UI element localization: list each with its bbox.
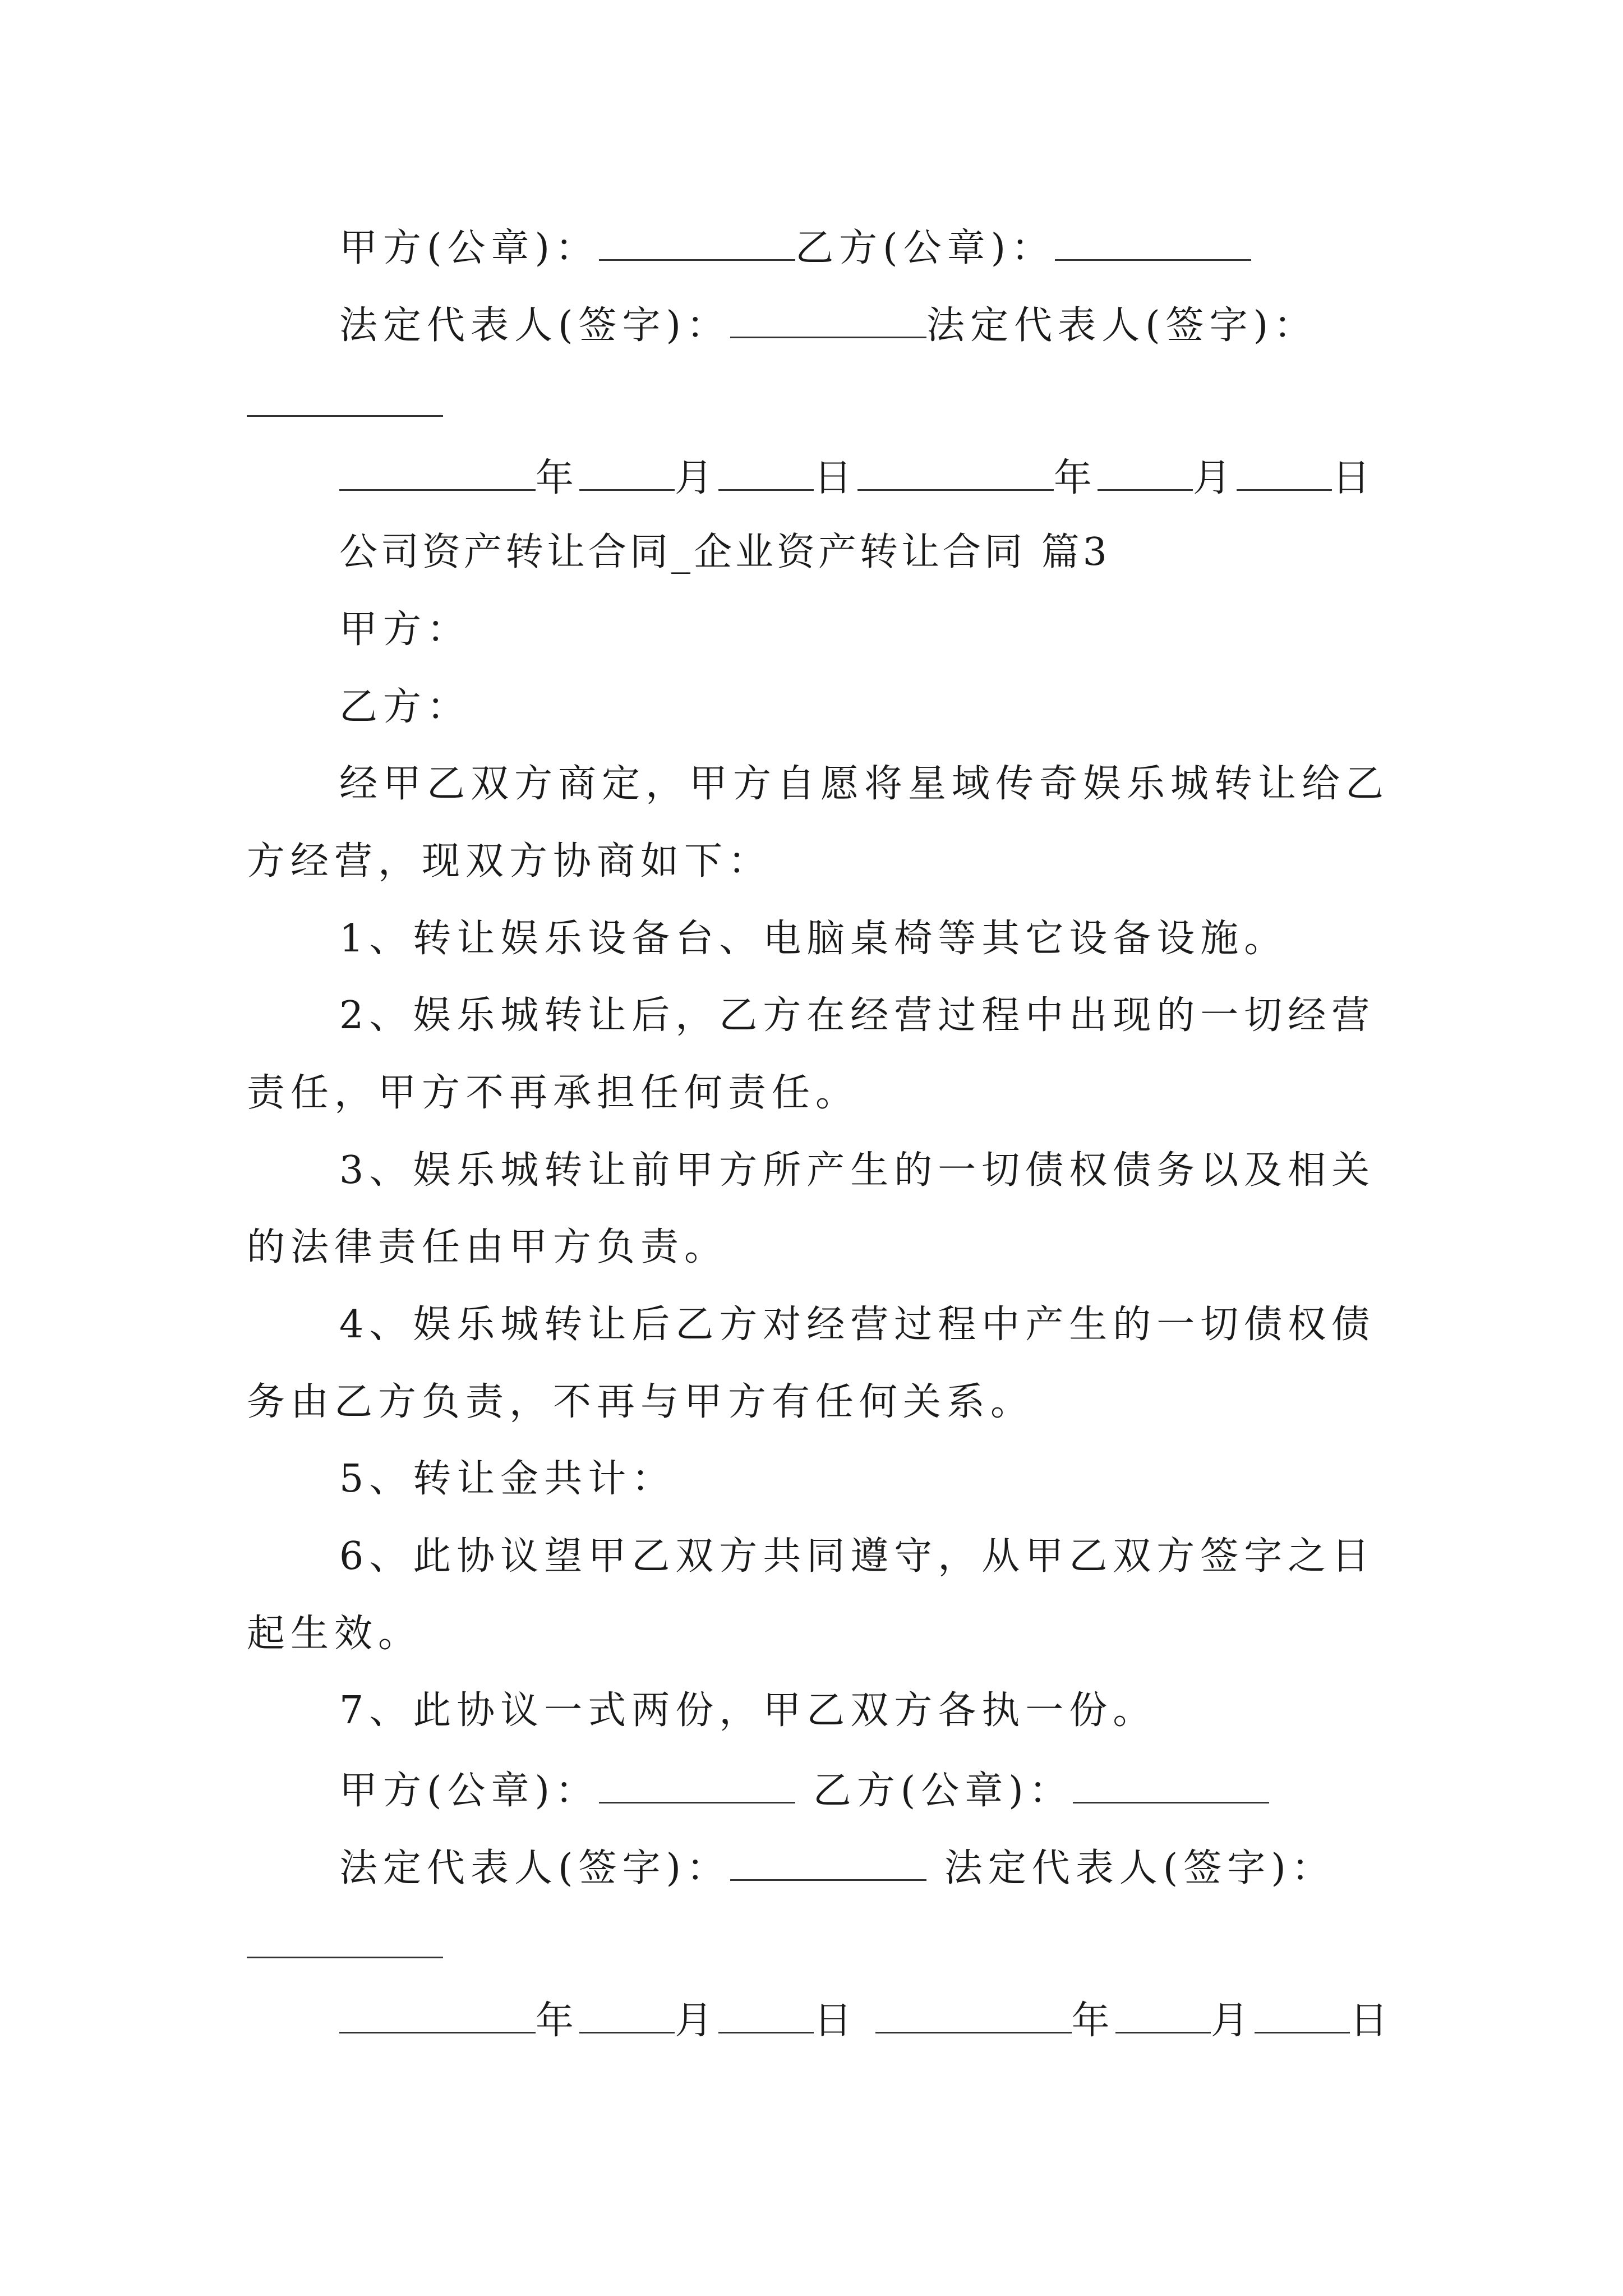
clause-2-line-2: 责任，甲方不再承担任何责任。 — [247, 1071, 860, 1115]
party-b-line: 乙方： — [339, 685, 471, 729]
blank-underline — [599, 219, 795, 261]
year-label: 年 — [1054, 456, 1098, 500]
blank-underline — [730, 296, 926, 338]
clause-6-line-1: 6、此协议望甲乙双方共同遵守，从甲乙双方签字之日 — [339, 1534, 1376, 1579]
blank-underline — [1237, 449, 1332, 491]
blank-underline — [579, 1991, 675, 2033]
month-label: 月 — [1210, 1999, 1255, 2043]
clause-2-line-1: 2、娱乐城转让后，乙方在经营过程中出现的一切经营 — [339, 993, 1376, 1038]
party-a-line: 甲方： — [339, 608, 471, 652]
intro-line-2: 方经营，现双方协商如下： — [247, 839, 772, 884]
clause-7: 7、此协议一式两份，甲乙双方各执一份。 — [339, 1688, 1157, 1733]
clause-3-line-1: 3、娱乐城转让前甲方所产生的一切债权债务以及相关 — [339, 1148, 1376, 1193]
rep-sign-b-label: 法定代表人(签字)： — [944, 1846, 1335, 1890]
clause-1: 1、转让娱乐设备台、电脑桌椅等其它设备设施。 — [339, 917, 1288, 961]
party-b-seal-label: 乙方(公章)： — [813, 1769, 1073, 1813]
section-title: 公司资产转让合同_企业资产转让合同 篇3 — [339, 530, 1110, 574]
clause-4-line-2: 务由乙方负责，不再与甲方有任何关系。 — [247, 1380, 1035, 1424]
party-a-seal-label: 甲方(公章)： — [339, 226, 600, 270]
blank-underline — [857, 449, 1054, 491]
blank-underline — [718, 449, 814, 491]
day-label: 日 — [1349, 1999, 1394, 2043]
blank-underline — [339, 1991, 536, 2033]
blank-underline — [1098, 449, 1193, 491]
rep-sign-b-label: 法定代表人(签字)： — [926, 303, 1318, 348]
rep-sign-line-1 — [339, 296, 1317, 353]
day-label: 日 — [814, 1999, 858, 2043]
blank-underline — [1073, 1761, 1269, 1803]
rep-sign-a-label: 法定代表人(签字)： — [339, 303, 731, 348]
month-label: 月 — [675, 1999, 719, 2043]
clause-4-line-1: 4、娱乐城转让后乙方对经营过程中产生的一切债权债 — [339, 1303, 1376, 1347]
rep-sign-a-label: 法定代表人(签字)： — [339, 1846, 731, 1890]
seal-line-1 — [339, 219, 1251, 275]
year-label: 年 — [1071, 1999, 1115, 2043]
month-label: 月 — [1193, 456, 1237, 500]
blank-underline — [1255, 1991, 1350, 2033]
year-label: 年 — [536, 1999, 580, 2043]
party-b-seal-label: 乙方(公章)： — [795, 226, 1055, 270]
blank-underline — [599, 1761, 795, 1803]
seal-line-2 — [339, 1761, 1269, 1818]
blank-underline — [339, 449, 536, 491]
year-label: 年 — [536, 456, 580, 500]
blank-underline — [1055, 219, 1251, 261]
clause-6-line-2: 起生效。 — [247, 1612, 422, 1656]
date-line-2 — [339, 1991, 1394, 2048]
day-label: 日 — [1332, 456, 1376, 500]
clause-3-line-2: 的法律责任由甲方负责。 — [247, 1225, 728, 1269]
clause-5: 5、转让金共计： — [339, 1457, 676, 1501]
blank-underline — [579, 449, 675, 491]
date-line-1 — [339, 449, 1376, 505]
rep-sign-line-2 — [339, 1839, 1335, 1895]
blank-underline — [1115, 1991, 1211, 2033]
blank-underline — [247, 409, 443, 417]
blank-underline — [875, 1991, 1072, 2033]
blank-underline — [730, 1839, 926, 1881]
blank-underline — [718, 1991, 814, 2033]
party-a-seal-label: 甲方(公章)： — [339, 1769, 600, 1813]
intro-line-1: 经甲乙双方商定，甲方自愿将星域传奇娱乐城转让给乙 — [339, 762, 1390, 806]
blank-underline — [247, 1951, 443, 1958]
month-label: 月 — [675, 456, 719, 500]
day-label: 日 — [814, 456, 858, 500]
